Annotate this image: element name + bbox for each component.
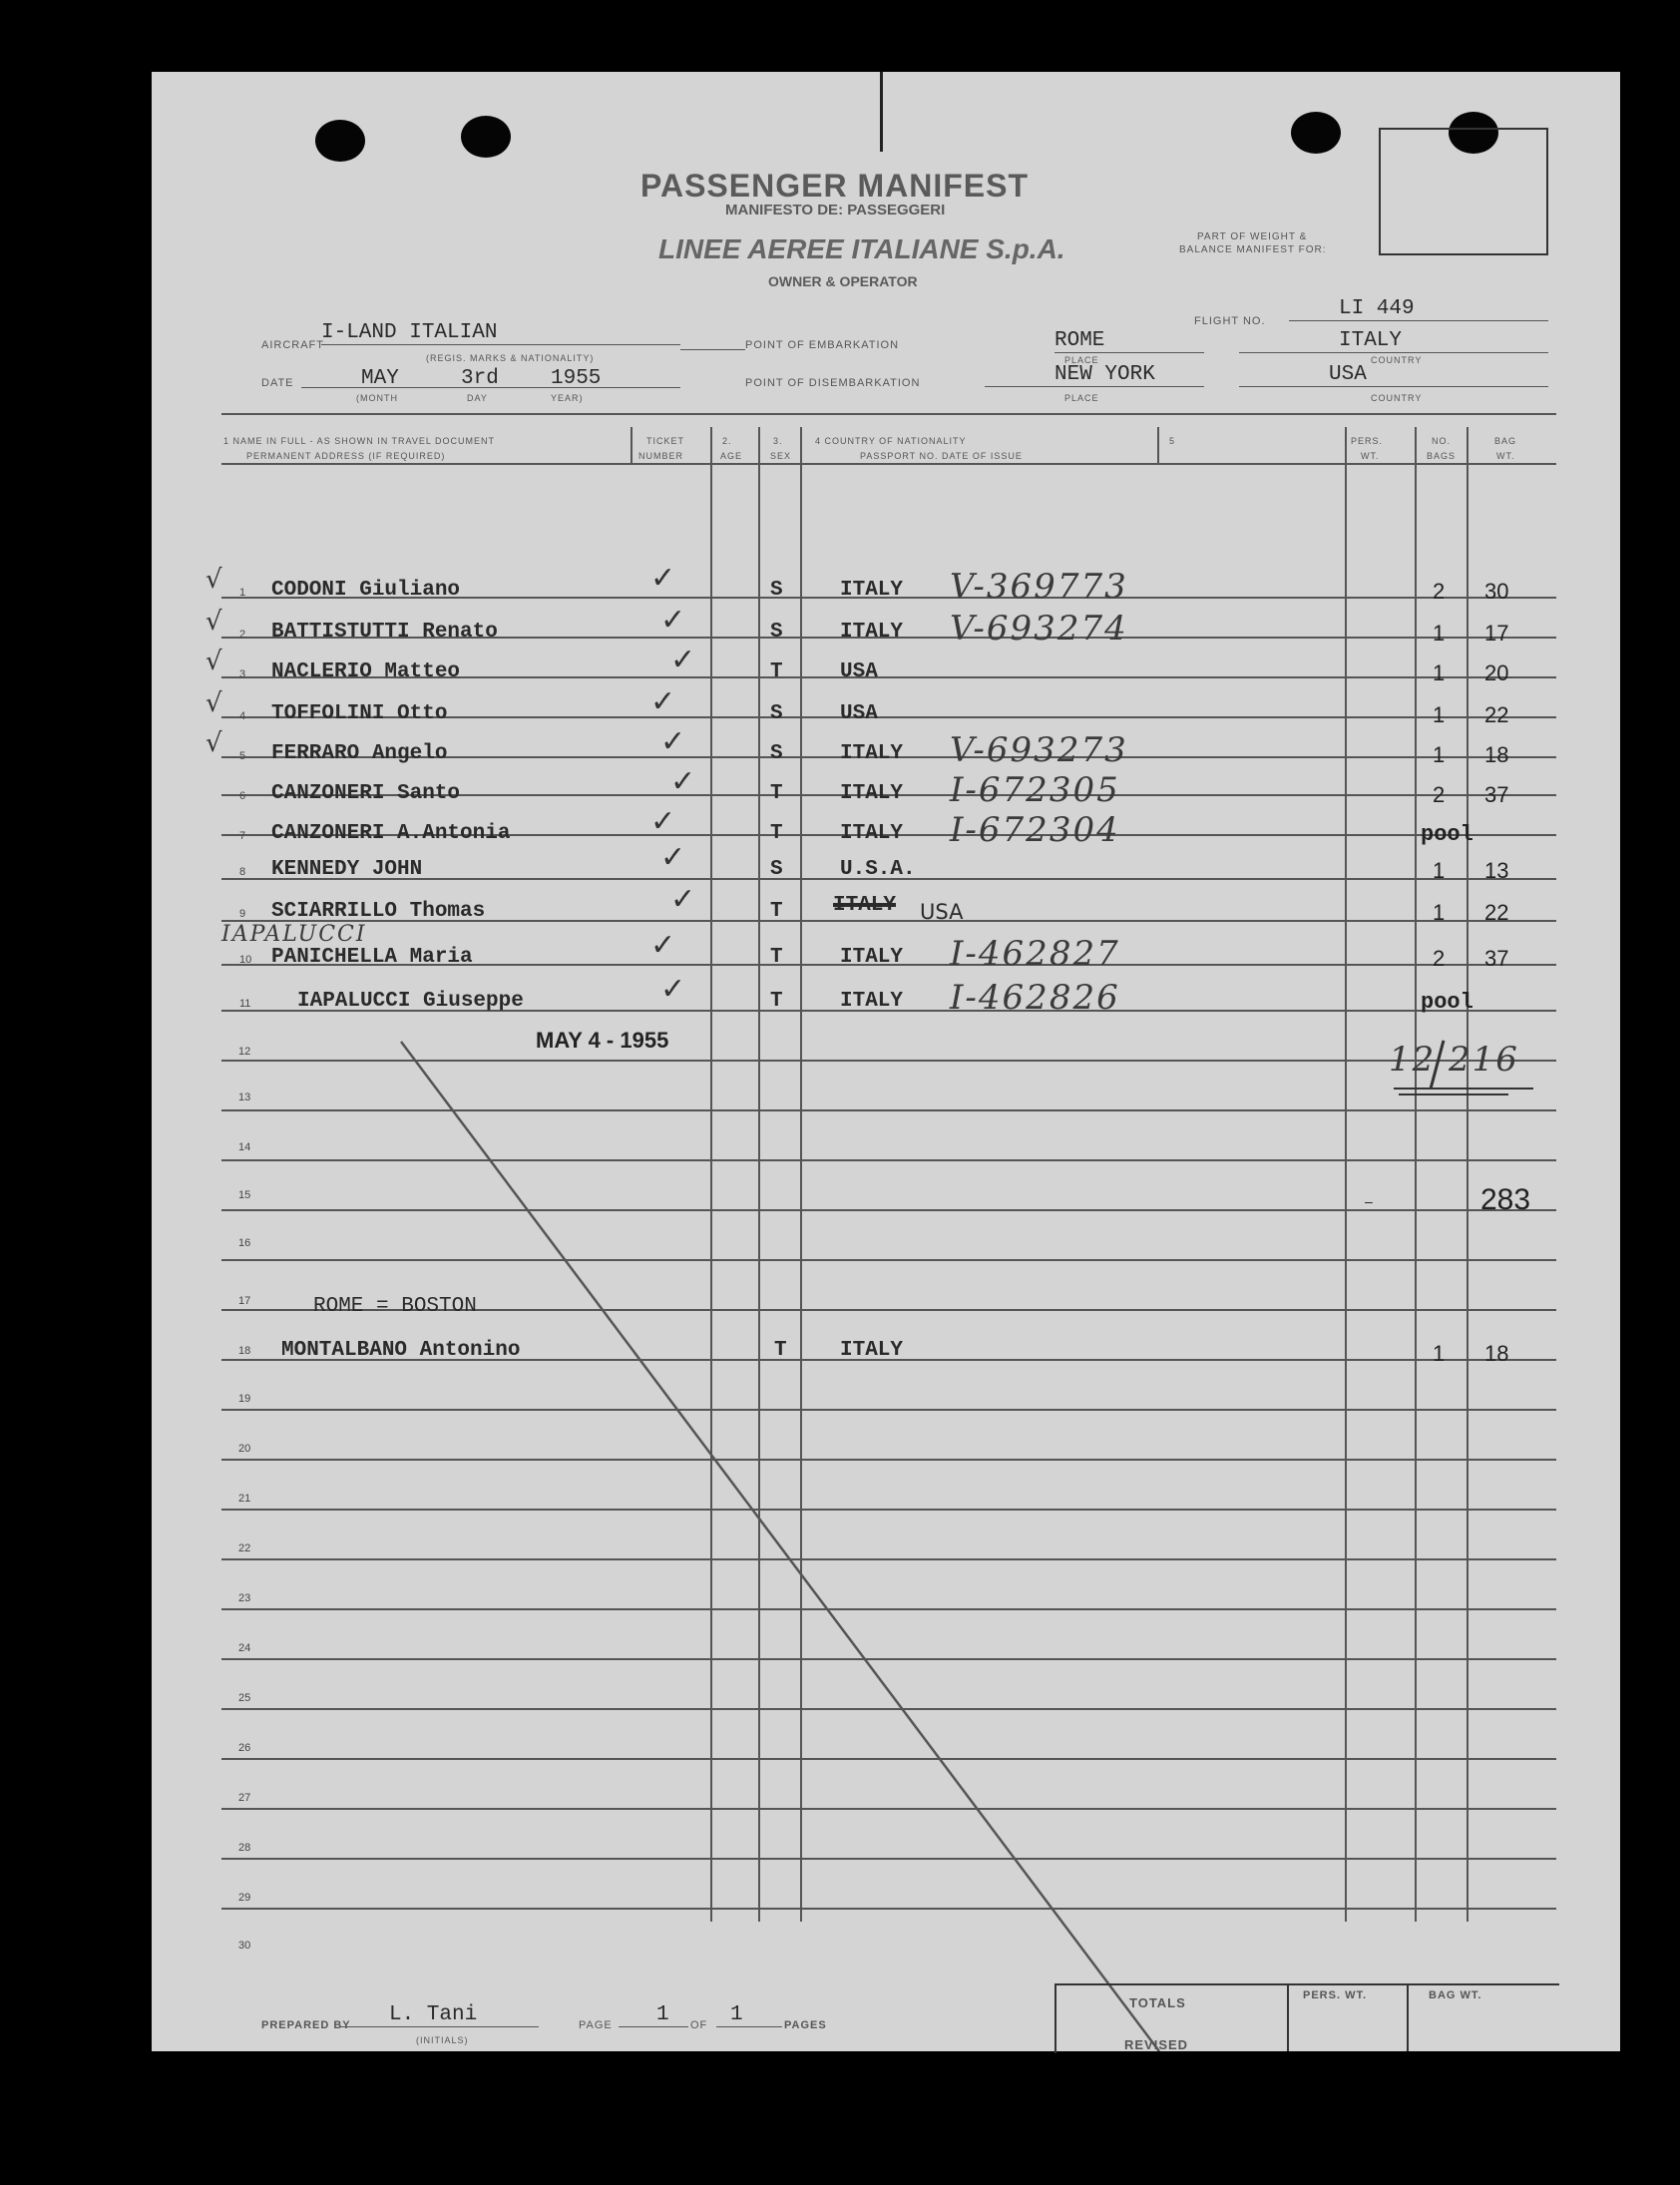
passenger-country: U.S.A. <box>840 858 916 881</box>
passenger-bag-wt: 22 <box>1484 702 1509 727</box>
passenger-sex: S <box>770 702 783 725</box>
check-mark-icon: ✓ <box>650 684 676 719</box>
row-number: 16 <box>238 1237 251 1249</box>
passenger-bags: 2 <box>1433 782 1446 807</box>
col-address-header: PERMANENT ADDRESS (IF REQUIRED) <box>246 451 446 461</box>
row-number: 27 <box>238 1792 251 1804</box>
totals-bag-wt-label: BAG WT. <box>1429 1989 1482 2001</box>
page-value: 1 <box>619 2003 688 2027</box>
part-of-label: PART OF WEIGHT & <box>1197 231 1308 242</box>
check-mark-icon: ✓ <box>660 724 686 759</box>
row-number: 10 <box>239 954 252 966</box>
row-number: 14 <box>238 1141 251 1153</box>
col-bags-header: NO. <box>1432 436 1452 446</box>
check-mark-icon: √ <box>206 607 222 637</box>
col-5-header: 5 <box>1169 436 1176 446</box>
passenger-passport: I-462826 <box>950 978 1120 1018</box>
date-year: 1955 <box>551 367 602 390</box>
passenger-sex: T <box>770 782 783 805</box>
passenger-bags: pool <box>1421 990 1473 1015</box>
check-mark-icon: √ <box>206 565 222 595</box>
passenger-bags: 1 <box>1433 660 1446 685</box>
disembark-place: NEW YORK <box>985 363 1204 387</box>
passenger-name: CANZONERI Santo <box>271 782 461 805</box>
handwritten-note: IAPALUCCI <box>221 922 367 947</box>
passenger-country: ITALY <box>840 621 904 644</box>
date-stamp: MAY 4 - 1955 <box>536 1028 669 1053</box>
passenger-sex: S <box>770 621 783 644</box>
col-ticket-header: TICKET <box>646 436 685 446</box>
row-number: 20 <box>238 1443 251 1455</box>
passenger-name: PANICHELLA Maria <box>271 946 473 969</box>
col-name-header: 1 NAME IN FULL - AS SHOWN IN TRAVEL DOCUMENT <box>223 436 496 446</box>
passenger-country: ITALY <box>840 579 904 602</box>
aircraft-sub: (REGIS. MARKS & NATIONALITY) <box>426 353 595 363</box>
check-mark-icon: ✓ <box>650 561 676 596</box>
col-pers-wt-header: PERS. <box>1351 436 1384 446</box>
passenger-bag-wt: 37 <box>1484 946 1509 971</box>
page-label: PAGE <box>579 2019 613 2031</box>
row-number: 19 <box>238 1393 251 1405</box>
passenger-bag-wt: 13 <box>1484 858 1509 883</box>
passenger-sex: T <box>770 946 783 969</box>
passenger-bags: 1 <box>1433 621 1446 646</box>
manifest-title: PASSENGER MANIFEST <box>640 168 1029 204</box>
extra-passenger-bags: 1 <box>1433 1341 1446 1366</box>
passenger-passport: I-462827 <box>950 934 1120 974</box>
row-number: 24 <box>238 1642 251 1654</box>
row-number: 2 <box>239 629 246 641</box>
part-of-label: BALANCE MANIFEST FOR: <box>1179 244 1327 255</box>
passenger-sex: S <box>770 742 783 765</box>
passenger-country: USA <box>840 702 878 725</box>
check-mark-icon: ✓ <box>670 764 696 799</box>
row-number: 17 <box>238 1295 251 1307</box>
totals-label: TOTALS <box>1129 1995 1186 2010</box>
passenger-country: USA <box>920 900 964 924</box>
col-bags-header: BAGS <box>1427 451 1457 461</box>
row-number: 6 <box>239 790 246 802</box>
passenger-passport: I-672304 <box>950 810 1120 850</box>
embark-label: POINT OF EMBARKATION <box>745 339 900 351</box>
col-bag-wt-header: WT. <box>1496 451 1515 461</box>
passenger-sex: T <box>770 660 783 683</box>
revised-label: REVISED <box>1124 2037 1189 2052</box>
col-age-header: 2. <box>722 436 732 446</box>
check-mark-icon: ✓ <box>670 643 696 677</box>
passenger-country: USA <box>840 660 878 683</box>
passenger-country: ITALY <box>840 946 904 969</box>
row-number: 8 <box>239 866 246 878</box>
grand-total: 283 <box>1480 1183 1531 1216</box>
disembark-label: POINT OF DISEMBARKATION <box>745 377 921 389</box>
row-number: 18 <box>238 1345 251 1357</box>
country-label-2: COUNTRY <box>1371 393 1423 403</box>
passenger-name: FERRARO Angelo <box>271 742 448 765</box>
passenger-name: KENNEDY JOHN <box>271 858 423 881</box>
passenger-bag-wt: 30 <box>1484 579 1509 604</box>
grand-total-dash: – <box>1365 1193 1373 1209</box>
date-day: 3rd <box>461 367 499 390</box>
check-mark-icon: √ <box>206 688 222 718</box>
place-label-2: PLACE <box>1064 393 1099 403</box>
passenger-sex: T <box>770 822 783 845</box>
prepared-by-label: PREPARED BY <box>261 2019 351 2031</box>
check-mark-icon: ✓ <box>660 840 686 875</box>
passenger-bags: 1 <box>1433 702 1446 727</box>
col-pers-wt-header: WT. <box>1361 451 1380 461</box>
date-label: DATE <box>261 377 294 389</box>
month-label: (MONTH <box>356 393 398 403</box>
passenger-bags: pool <box>1421 822 1473 847</box>
check-mark-icon: ✓ <box>670 882 696 917</box>
extra-passenger-sex: T <box>774 1339 787 1362</box>
country-label: COUNTRY <box>1371 355 1423 365</box>
initials-label: (INITIALS) <box>416 2035 469 2045</box>
col-age-header: AGE <box>720 451 743 461</box>
extra-passenger-country: ITALY <box>840 1339 904 1362</box>
year-label: YEAR) <box>551 393 584 403</box>
passenger-name: CANZONERI A.Antonia <box>271 822 511 845</box>
passenger-passport: V-369773 <box>950 567 1128 607</box>
flight-no-value: LI 449 <box>1289 297 1548 321</box>
row-number: 21 <box>238 1493 251 1505</box>
flight-no-label: FLIGHT NO. <box>1194 315 1266 327</box>
owner-label: OWNER & OPERATOR <box>768 273 918 289</box>
of-value: 1 <box>716 2003 782 2027</box>
col-ticket-header: NUMBER <box>638 451 684 461</box>
row-number: 28 <box>238 1842 251 1854</box>
extra-passenger-bag-wt: 18 <box>1484 1341 1509 1366</box>
diagonal-pencil-line <box>152 72 1620 2051</box>
day-label: DAY <box>467 393 488 403</box>
totals-pers-wt-label: PERS. WT. <box>1303 1989 1368 2001</box>
passenger-name: SCIARRILLO Thomas <box>271 900 486 923</box>
airline-name: LINEE AEREE ITALIANE S.p.A. <box>658 233 1065 264</box>
disembark-country: USA <box>1239 363 1548 387</box>
row-number: 13 <box>238 1092 251 1103</box>
pages-label: PAGES <box>784 2019 827 2031</box>
passenger-name: CODONI Giuliano <box>271 579 461 602</box>
aircraft-label: AIRCRAFT <box>261 339 324 351</box>
manifest-subtitle: MANIFESTO DE: PASSEGGERI <box>725 202 946 218</box>
passenger-sex: T <box>770 990 783 1013</box>
row-number: 25 <box>238 1692 251 1704</box>
passenger-bags: 2 <box>1433 946 1446 971</box>
check-mark-icon: ✓ <box>650 928 676 963</box>
col-passport-header: PASSPORT NO. DATE OF ISSUE <box>860 451 1023 461</box>
prepared-by-value: L. Tani <box>339 2003 539 2027</box>
row-number: 7 <box>239 830 246 842</box>
row-number: 22 <box>238 1542 251 1554</box>
row-number: 1 <box>239 587 246 599</box>
extra-passenger-name: MONTALBANO Antonino <box>281 1339 521 1362</box>
col-sex-header: SEX <box>770 451 792 461</box>
row-number: 3 <box>239 668 246 680</box>
passenger-bag-wt: 22 <box>1484 900 1509 925</box>
passenger-bag-wt: 17 <box>1484 621 1509 646</box>
passenger-sex: S <box>770 858 783 881</box>
embark-place: ROME <box>1054 329 1204 353</box>
row-number: 29 <box>238 1892 251 1904</box>
passenger-country: ITALY <box>840 990 904 1013</box>
date-month: MAY <box>361 367 399 390</box>
struck-text: ITALY <box>833 894 897 917</box>
of-label: OF <box>690 2019 708 2031</box>
check-mark-icon: ✓ <box>660 972 686 1007</box>
check-mark-icon: ✓ <box>650 804 676 839</box>
manifest-sheet <box>152 72 1620 2051</box>
row-number: 9 <box>239 908 246 920</box>
passenger-bags: 1 <box>1433 858 1446 883</box>
passenger-bags: 1 <box>1433 742 1446 767</box>
passenger-name: BATTISTUTTI Renato <box>271 621 498 644</box>
passenger-bag-wt: 18 <box>1484 742 1509 767</box>
passenger-bag-wt: 20 <box>1484 660 1509 685</box>
check-mark-icon: ✓ <box>660 603 686 638</box>
total-bags-count: 12 <box>1389 1040 1437 1080</box>
total-bag-weight: 216 <box>1449 1040 1519 1080</box>
passenger-bags: 2 <box>1433 579 1446 604</box>
col-country-header: 4 COUNTRY OF NATIONALITY <box>815 436 967 446</box>
passenger-country: ITALY <box>840 822 904 845</box>
passenger-bag-wt: 37 <box>1484 782 1509 807</box>
row-number: 23 <box>238 1592 251 1604</box>
row-number: 5 <box>239 750 246 762</box>
passenger-bags: 1 <box>1433 900 1446 925</box>
passenger-passport: I-672305 <box>950 770 1120 810</box>
row-number: 12 <box>238 1046 251 1058</box>
passenger-passport: V-693273 <box>950 730 1128 770</box>
passenger-name: TOFFOLINI Otto <box>271 702 448 725</box>
passenger-country: ITALY <box>840 782 904 805</box>
row-number: 11 <box>239 998 251 1010</box>
embark-country: ITALY <box>1239 329 1548 353</box>
passenger-name: NACLERIO Matteo <box>271 660 461 683</box>
totals-divider <box>1287 1983 1289 2051</box>
place-label: PLACE <box>1064 355 1099 365</box>
passenger-sex: T <box>770 900 783 923</box>
row-number: 15 <box>238 1189 251 1201</box>
row-number: 30 <box>238 1940 251 1952</box>
route-label: ROME = BOSTON <box>313 1295 477 1318</box>
check-mark-icon: √ <box>206 647 222 676</box>
row-number: 26 <box>238 1742 251 1754</box>
passenger-country: ITALY <box>840 742 904 765</box>
col-sex-header: 3. <box>773 436 783 446</box>
passenger-name: IAPALUCCI Giuseppe <box>297 990 524 1013</box>
passenger-passport: V-693274 <box>950 609 1128 649</box>
totals-divider <box>1407 1983 1409 2051</box>
row-number: 4 <box>239 710 246 722</box>
passenger-sex: S <box>770 579 783 602</box>
check-mark-icon: √ <box>206 728 222 758</box>
col-bag-wt-header: BAG <box>1494 436 1517 446</box>
aircraft-value: I-LAND ITALIAN <box>321 321 680 345</box>
